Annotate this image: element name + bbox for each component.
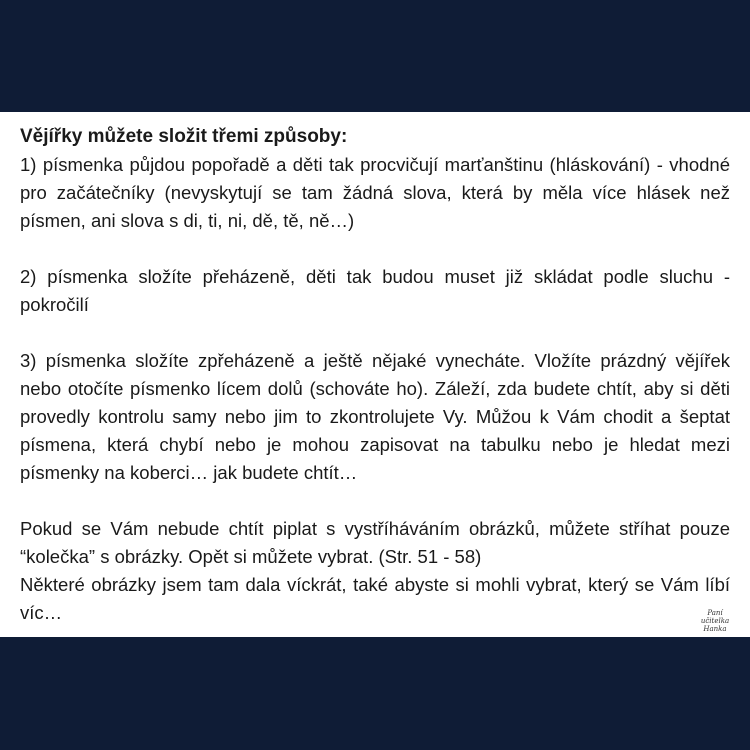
paragraph-gap xyxy=(20,319,730,347)
paragraph-option-2: 2) písmenka složíte přeházeně, děti tak budou muset již skládat podle sluchu - pokročilí xyxy=(20,266,730,315)
paragraph-cutting-tip: Pokud se Vám nebude chtít piplat s vystříháváním obrázků, můžete stříhat pouze “kolečka” s obrázky. Opět si můžete vybrat. (Str. 51 - 58) xyxy=(20,518,730,567)
paragraph-pictures-note: Některé obrázky jsem tam dala víckrát, také abyste si mohli vybrat, který se Vám líbí víc… xyxy=(20,574,730,623)
paragraph-option-1: 1) písmenka půjdou popořadě a děti tak procvičují marťanštinu (hláskování) - vhodné pro začátečníky (nevyskytují se tam žádná slova, která by měla více hlásek než písmen, ani slova s di, ti, ni, dě, tě, ně…) xyxy=(20,154,730,231)
paragraph-gap xyxy=(20,235,730,263)
author-signature-logo: Paní učitelka Hanka xyxy=(700,609,730,633)
top-dark-band xyxy=(0,0,750,112)
paragraph-gap xyxy=(20,487,730,515)
document-heading: Vějířky můžete složit třemi způsoby: xyxy=(20,126,348,147)
document-page xyxy=(0,112,750,637)
paragraph-option-3: 3) písmenka složíte zpřeházeně a ještě nějaké vynecháte. Vložíte prázdný vějířek nebo otočíte písmenko lícem dolů (schováte ho). Záleží, zda budete chtít, aby si děti provedly kontrolu samy nebo jim to zkontrolujete Vy. Můžou k Vám chodit a šeptat písmena, která chybí nebo je mohou zapisovat na tabulku nebo je hledat mezi písmenky na koberci… jak budete chtít… xyxy=(20,350,730,483)
bottom-dark-band xyxy=(0,637,750,750)
